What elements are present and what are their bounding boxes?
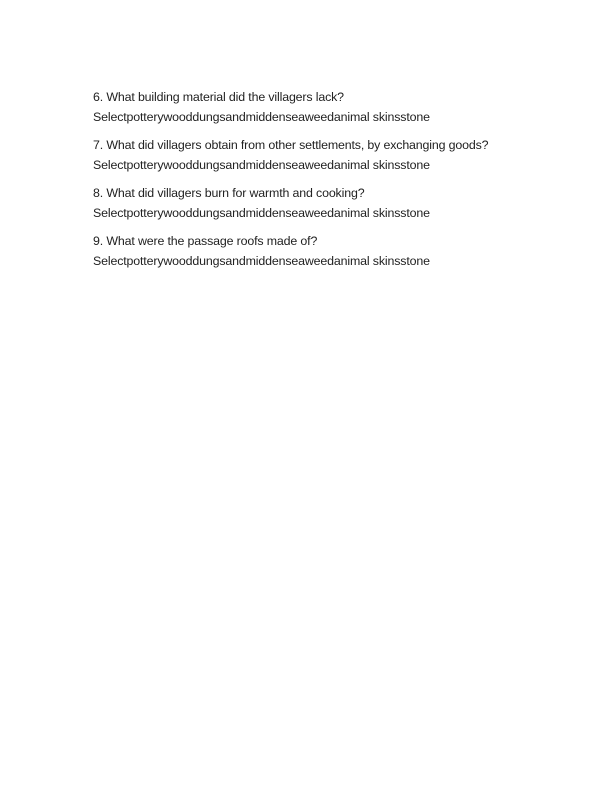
answer-select[interactable]: Selectpotterywooddungsandmiddenseaweedanimal skinsstone: [93, 206, 430, 220]
question-item: [93, 135, 593, 175]
question-item: [93, 183, 593, 223]
question-item: [93, 87, 593, 127]
question-text: 7. What did villagers obtain from other settlements, by exchanging goods?: [93, 138, 489, 152]
question-text: 6. What building material did the villagers lack?: [93, 90, 344, 104]
question-item: [93, 231, 593, 271]
answer-select[interactable]: Selectpotterywooddungsandmiddenseaweedanimal skinsstone: [93, 110, 430, 124]
answer-select[interactable]: Selectpotterywooddungsandmiddenseaweedanimal skinsstone: [93, 158, 430, 172]
question-list: [93, 87, 593, 279]
question-text: 8. What did villagers burn for warmth and cooking?: [93, 186, 365, 200]
answer-select[interactable]: Selectpotterywooddungsandmiddenseaweedanimal skinsstone: [93, 254, 430, 268]
question-text: 9. What were the passage roofs made of?: [93, 234, 318, 248]
